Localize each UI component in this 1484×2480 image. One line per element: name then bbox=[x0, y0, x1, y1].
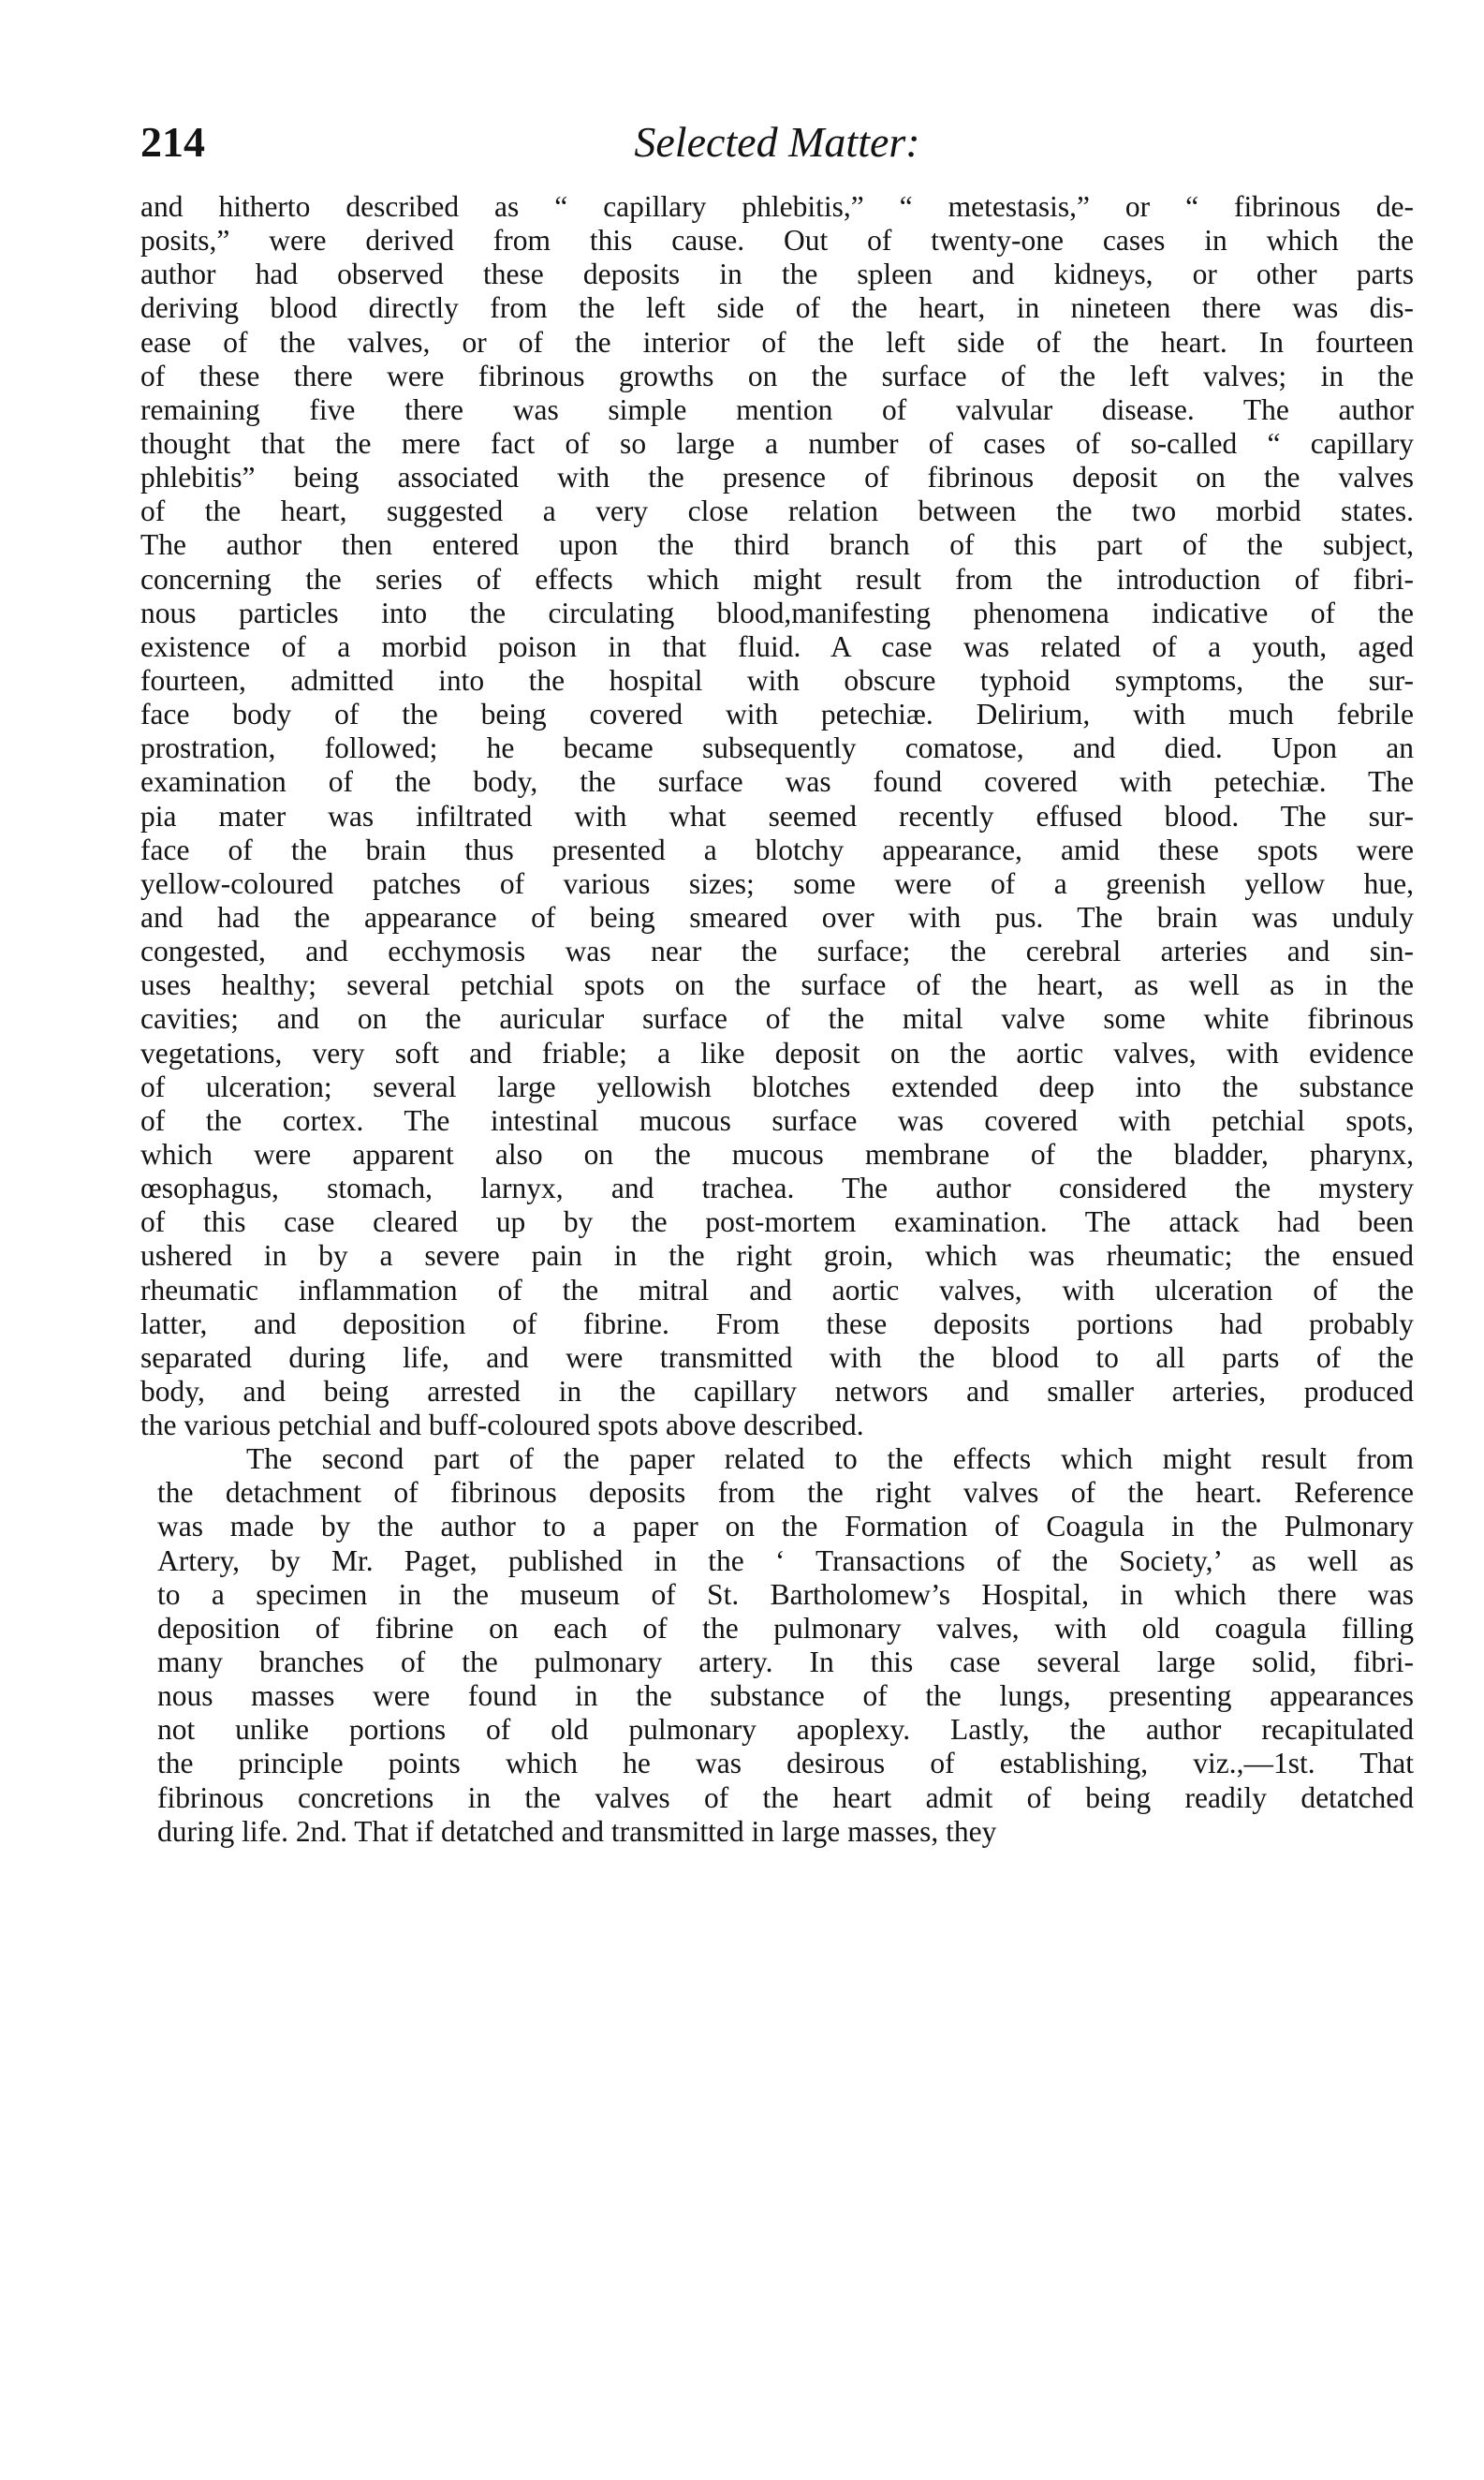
text-line: separated during life, and were transmitted with the blood to all parts of the bbox=[140, 1340, 1414, 1374]
text-line: author had observed these deposits in the spleen and kidneys, or other parts bbox=[140, 258, 1414, 291]
text-line: congested, and ecchymosis was near the surface; the cerebral arteries and sin- bbox=[140, 935, 1414, 968]
text-line: the principle points which he was desirous of establishing, viz.,—1st. That bbox=[157, 1747, 1414, 1780]
paragraph bbox=[140, 1442, 1414, 1849]
text-line: of these there were fibrinous growths on the surface of the left valves; in the bbox=[140, 359, 1414, 392]
text-line: ease of the valves, or of the interior of the left side of the heart. In fourteen bbox=[140, 325, 1414, 359]
text-line: deriving blood directly from the left side of the heart, in nineteen there was dis- bbox=[140, 291, 1414, 325]
text-line: rheumatic inflammation of the mitral and aortic valves, with ulceration of the bbox=[140, 1273, 1414, 1306]
text-line: face of the brain thus presented a blotchy appearance, amid these spots were bbox=[140, 833, 1414, 866]
text-line: concerning the series of effects which might result from the introduction of fibri- bbox=[140, 562, 1414, 596]
text-line: examination of the body, the surface was found covered with petechiæ. The bbox=[140, 765, 1414, 799]
text-line: cavities; and on the auricular surface of the mital valve some white fibrinous bbox=[140, 1002, 1414, 1036]
text-line: latter, and deposition of fibrine. From these deposits portions had probably bbox=[140, 1306, 1414, 1340]
text-line: of this case cleared up by the post-mortem examination. The attack had been bbox=[140, 1205, 1414, 1239]
text-line: The second part of the paper related to the effects which might result from bbox=[246, 1442, 1414, 1476]
text-line: phlebitis” being associated with the presence of fibrinous deposit on the valves bbox=[140, 461, 1414, 495]
text-line: of the cortex. The intestinal mucous surface was covered with petchial spots, bbox=[140, 1103, 1414, 1137]
text-line: Artery, by Mr. Paget, published in the ‘ Transactions of the Society,’ as well as bbox=[157, 1543, 1414, 1577]
text-line: fourteen, admitted into the hospital with obscure typhoid symptoms, the sur- bbox=[140, 663, 1414, 697]
paragraph bbox=[140, 190, 1414, 1442]
text-line: œsophagus, stomach, larnyx, and trachea. The author considered the mystery bbox=[140, 1172, 1414, 1205]
text-line: existence of a morbid poison in that fluid. A case was related of a youth, aged bbox=[140, 629, 1414, 663]
text-line: deposition of fibrine on each of the pulmonary valves, with old coagula filling bbox=[157, 1611, 1414, 1645]
text-line: was made by the author to a paper on the Formation of Coagula in the Pulmonary bbox=[157, 1510, 1414, 1543]
text-line: The author then entered upon the third branch of this part of the subject, bbox=[140, 528, 1414, 562]
text-line: many branches of the pulmonary artery. In this case several large solid, fibri- bbox=[157, 1646, 1414, 1679]
text-line: fibrinous concretions in the valves of the heart admit of being readily detatched bbox=[157, 1780, 1414, 1814]
text-line: yellow-coloured patches of various sizes; some were of a greenish yellow hue, bbox=[140, 866, 1414, 900]
text-line: uses healthy; several petchial spots on the surface of the heart, as well as in the bbox=[140, 968, 1414, 1002]
text-line: of the heart, suggested a very close relation between the two morbid states. bbox=[140, 495, 1414, 528]
text-line: during life. 2nd. That if detatched and transmitted in large masses, they bbox=[157, 1814, 997, 1848]
text-line: the detachment of fibrinous deposits from the right valves of the heart. Reference bbox=[157, 1476, 1414, 1510]
text-line: pia mater was infiltrated with what seemed recently effused blood. The sur- bbox=[140, 799, 1414, 833]
text-line: nous masses were found in the substance of the lungs, presenting appearances bbox=[157, 1679, 1414, 1713]
running-head: Selected Matter: bbox=[634, 118, 920, 166]
page-header bbox=[140, 105, 1414, 180]
text-line: and hitherto described as “ capillary phlebitis,” “ metestasis,” or “ fibrinous de- bbox=[140, 190, 1414, 223]
text-line: which were apparent also on the mucous membrane of the bladder, pharynx, bbox=[140, 1137, 1414, 1171]
text-line: nous particles into the circulating blood,manifesting phenomena indicative of the bbox=[140, 596, 1414, 629]
text-line: remaining five there was simple mention of valvular disease. The author bbox=[140, 392, 1414, 426]
text-line: of ulceration; several large yellowish blotches extended deep into the substance bbox=[140, 1070, 1414, 1103]
text-line: ushered in by a severe pain in the right groin, which was rheumatic; the ensued bbox=[140, 1239, 1414, 1273]
text-line: posits,” were derived from this cause. Out of twenty-one cases in which the bbox=[140, 224, 1414, 258]
text-line: thought that the mere fact of so large a number of cases of so-called “ capillary bbox=[140, 426, 1414, 460]
body-text bbox=[140, 190, 1414, 1849]
text-line: to a specimen in the museum of St. Bartholomew’s Hospital, in which there was bbox=[157, 1577, 1414, 1611]
text-line: vegetations, very soft and friable; a like deposit on the aortic valves, with evidence bbox=[140, 1036, 1414, 1070]
text-line: the various petchial and buff-coloured spots above described. bbox=[140, 1409, 864, 1442]
text-line: and had the appearance of being smeared over with pus. The brain was unduly bbox=[140, 900, 1414, 934]
text-line: prostration, followed; he became subsequently comatose, and died. Upon an bbox=[140, 731, 1414, 765]
page-number: 214 bbox=[140, 118, 205, 166]
text-line: face body of the being covered with petechiæ. Delirium, with much febrile bbox=[140, 698, 1414, 731]
text-line: not unlike portions of old pulmonary apoplexy. Lastly, the author recapitulated bbox=[157, 1713, 1414, 1747]
text-line: body, and being arrested in the capillary networs and smaller arteries, produced bbox=[140, 1374, 1414, 1408]
